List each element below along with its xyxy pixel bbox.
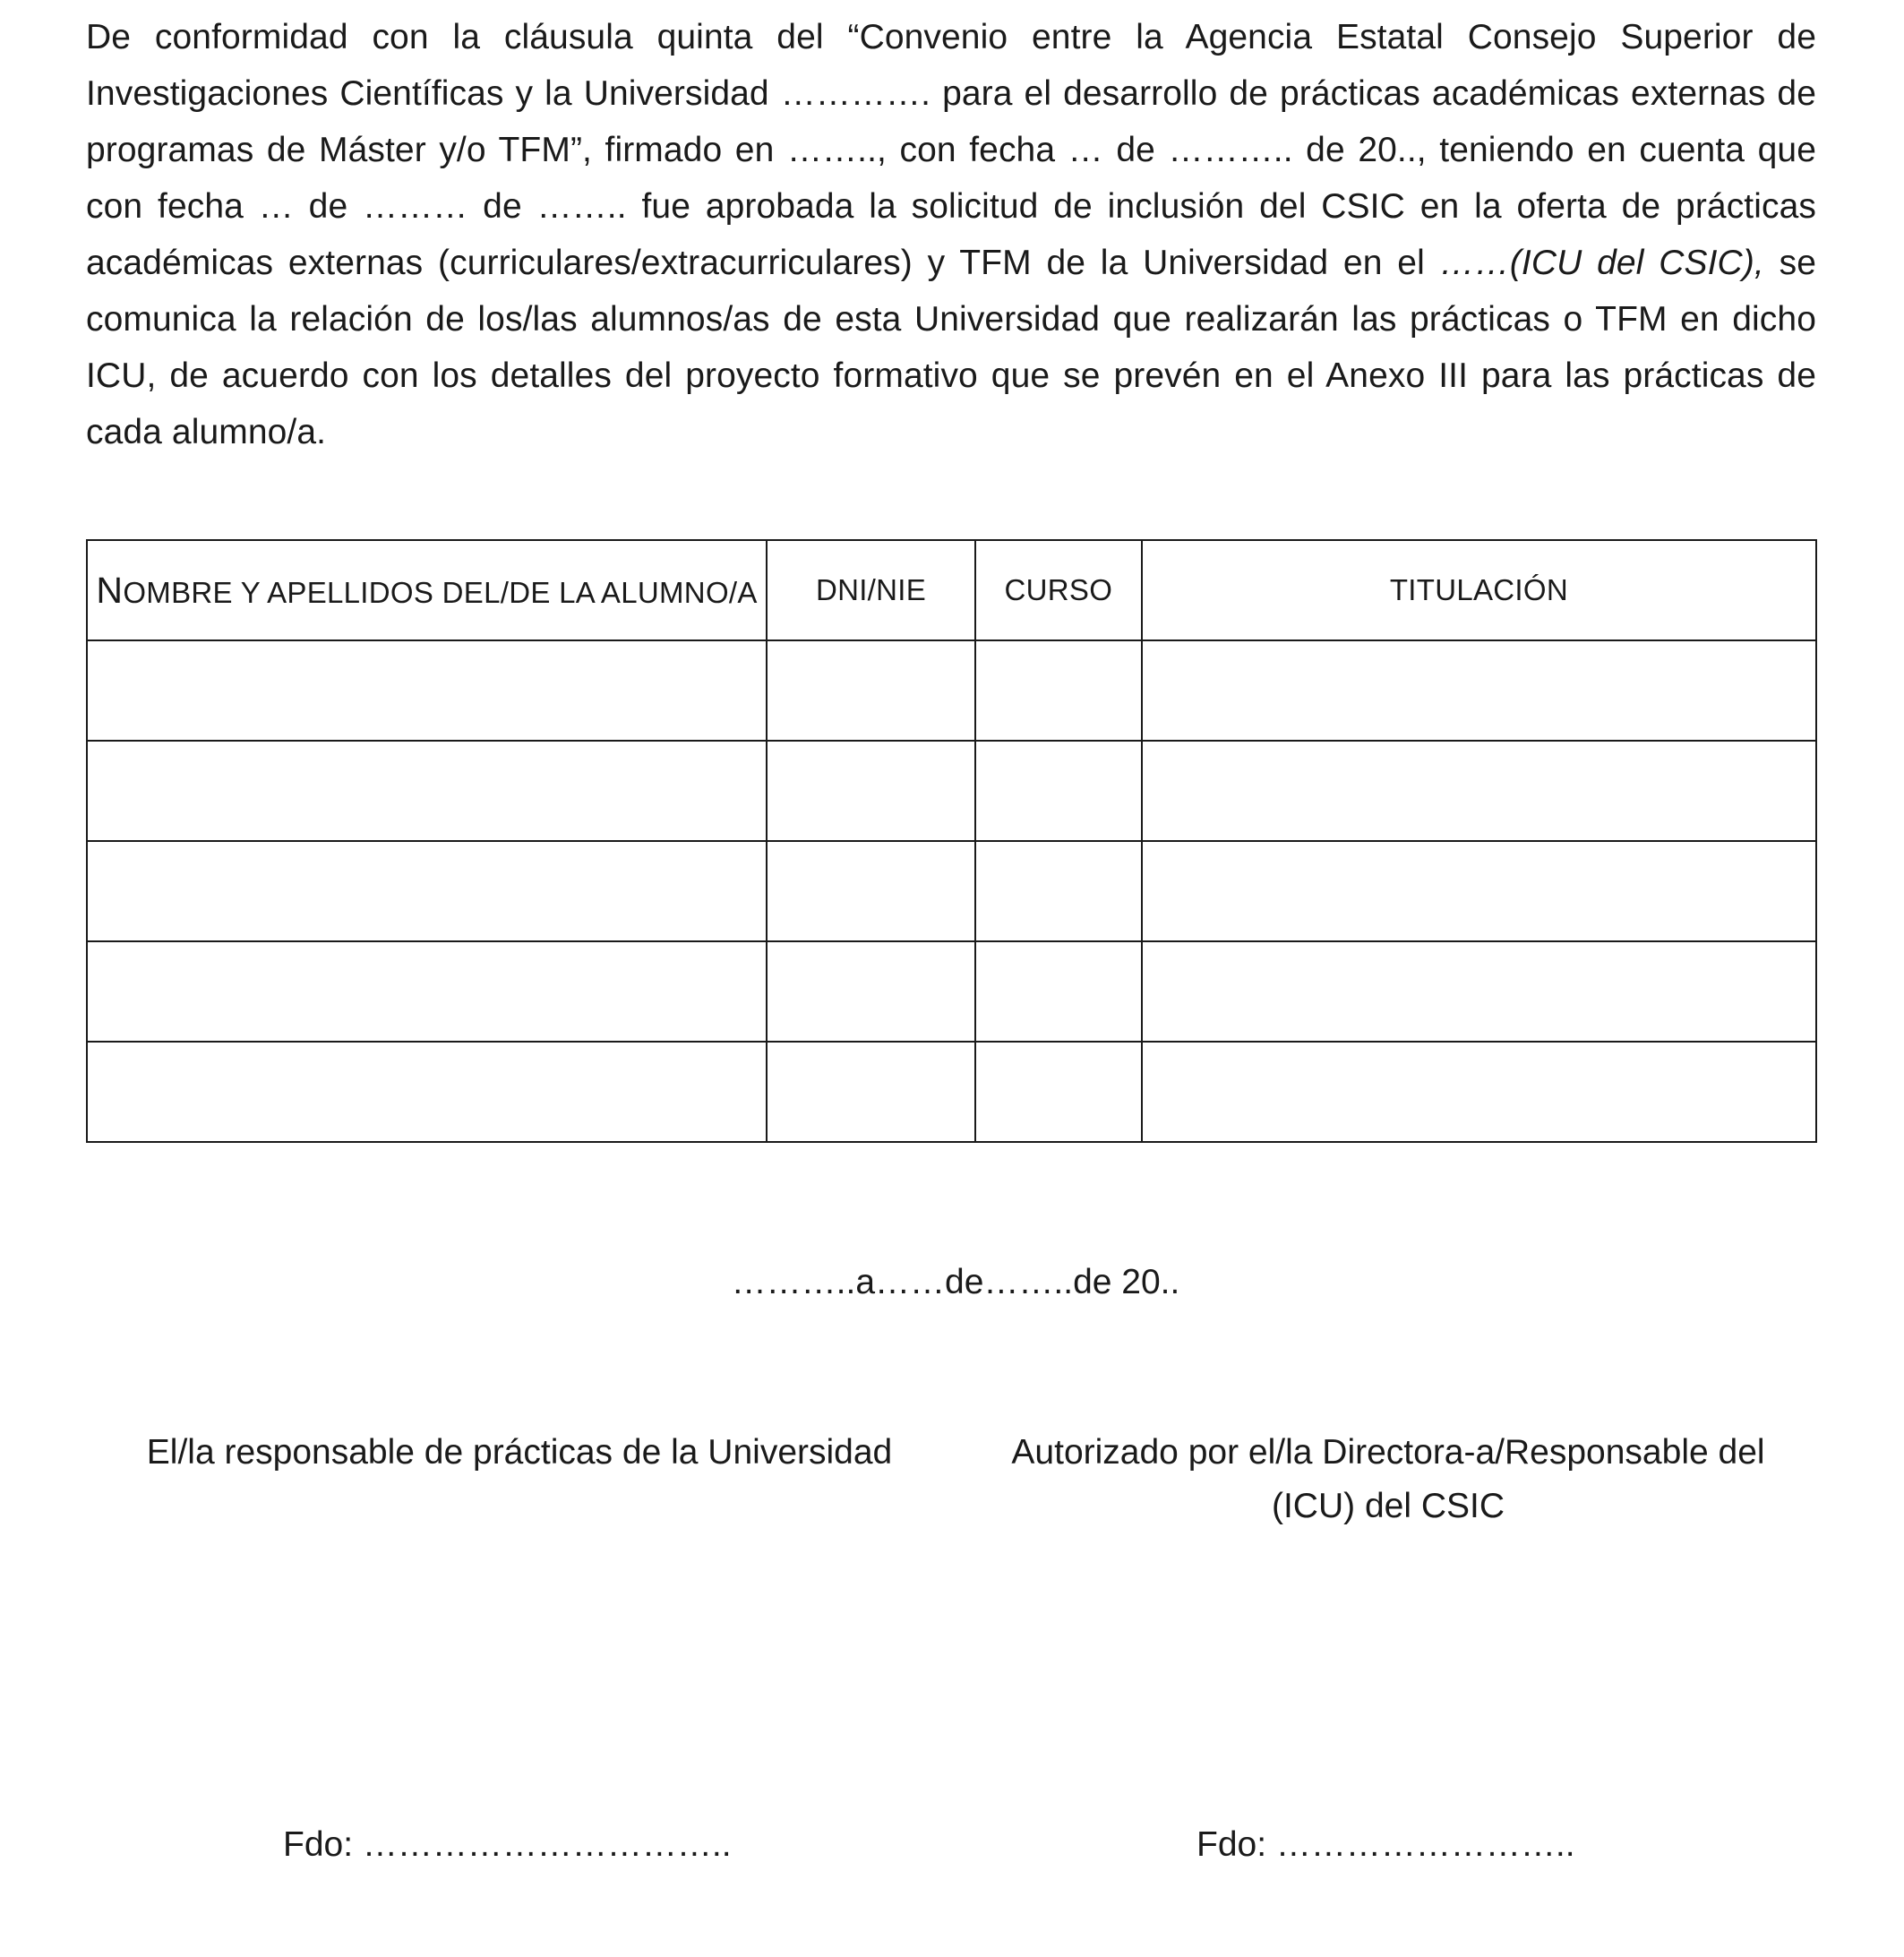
signature-right-line2: (ICU) del CSIC (1271, 1487, 1505, 1525)
table-row (87, 741, 1816, 841)
table-header-row (87, 540, 1816, 640)
header-nombre (87, 540, 767, 640)
intro-text-italic: ……(ICU del CSIC), (1439, 244, 1764, 282)
cell-titulacion[interactable] (1142, 1042, 1816, 1142)
cell-titulacion[interactable] (1142, 741, 1816, 841)
intro-paragraph (86, 9, 1816, 460)
signature-left-label (134, 1426, 905, 1480)
cell-titulacion[interactable] (1142, 640, 1816, 741)
cell-dni[interactable] (767, 741, 975, 841)
header-titulacion: TITULACIÓN (1142, 540, 1816, 640)
intro-text-start: De conformidad con la cláusula quinta del “Convenio entre la Agencia Estatal Consejo Superior de Investigaciones Científicas y la Universidad …………. para el desarrollo de prácticas académicas externas de programas de Máster y/o TFM”, firmado en …….., con fecha … de ……….. de 20.., teniendo en cuenta que con fecha … de ……… de …….. fue aprobada la solicitud de inclusión del CSIC en la oferta de prácticas académicas externas (curriculares/extracurriculares) y TFM de la Universidad en el (86, 18, 1816, 282)
cell-curso[interactable] (975, 741, 1142, 841)
cell-titulacion[interactable] (1142, 941, 1816, 1042)
cell-dni[interactable] (767, 640, 975, 741)
document-page (86, 9, 1816, 460)
table-row (87, 640, 1816, 741)
signature-right-line1: Autorizado por el/la Directora-a/Responsable del (1011, 1433, 1765, 1472)
cell-nombre[interactable] (87, 1042, 767, 1142)
place-date-line: ………..a……de……..de 20.. (731, 1263, 1180, 1301)
signature-left-fdo: Fdo: ………………………….. (283, 1825, 732, 1864)
header-nombre-rest: OMBRE Y APELLIDOS DEL/DE LA ALUMNO/A (123, 575, 758, 609)
cell-curso[interactable] (975, 841, 1142, 941)
cell-dni[interactable] (767, 841, 975, 941)
cell-nombre[interactable] (87, 941, 767, 1042)
cell-nombre[interactable] (87, 741, 767, 841)
cell-nombre[interactable] (87, 841, 767, 941)
cell-dni[interactable] (767, 1042, 975, 1142)
cell-curso[interactable] (975, 640, 1142, 741)
cell-curso[interactable] (975, 941, 1142, 1042)
table-row (87, 1042, 1816, 1142)
cell-nombre[interactable] (87, 640, 767, 741)
signature-right-label (994, 1426, 1782, 1533)
students-table (86, 539, 1817, 1143)
cell-dni[interactable] (767, 941, 975, 1042)
table-row (87, 841, 1816, 941)
signature-left-text: El/la responsable de prácticas de la Universidad (146, 1433, 893, 1472)
cell-titulacion[interactable] (1142, 841, 1816, 941)
intro-text-end: se comunica la relación de los/las alumnos/as de esta Universidad que realizarán las prácticas o TFM en dicho ICU, de acuerdo con los detalles del proyecto formativo que se prevén en el Anexo III para las prácticas de cada alumno/a. (86, 244, 1817, 451)
table-row (87, 941, 1816, 1042)
header-nombre-initial: N (96, 569, 124, 611)
signature-right-fdo: Fdo: …………………….. (1196, 1825, 1575, 1864)
header-curso: CURSO (975, 540, 1142, 640)
header-dni: DNI/NIE (767, 540, 975, 640)
cell-curso[interactable] (975, 1042, 1142, 1142)
